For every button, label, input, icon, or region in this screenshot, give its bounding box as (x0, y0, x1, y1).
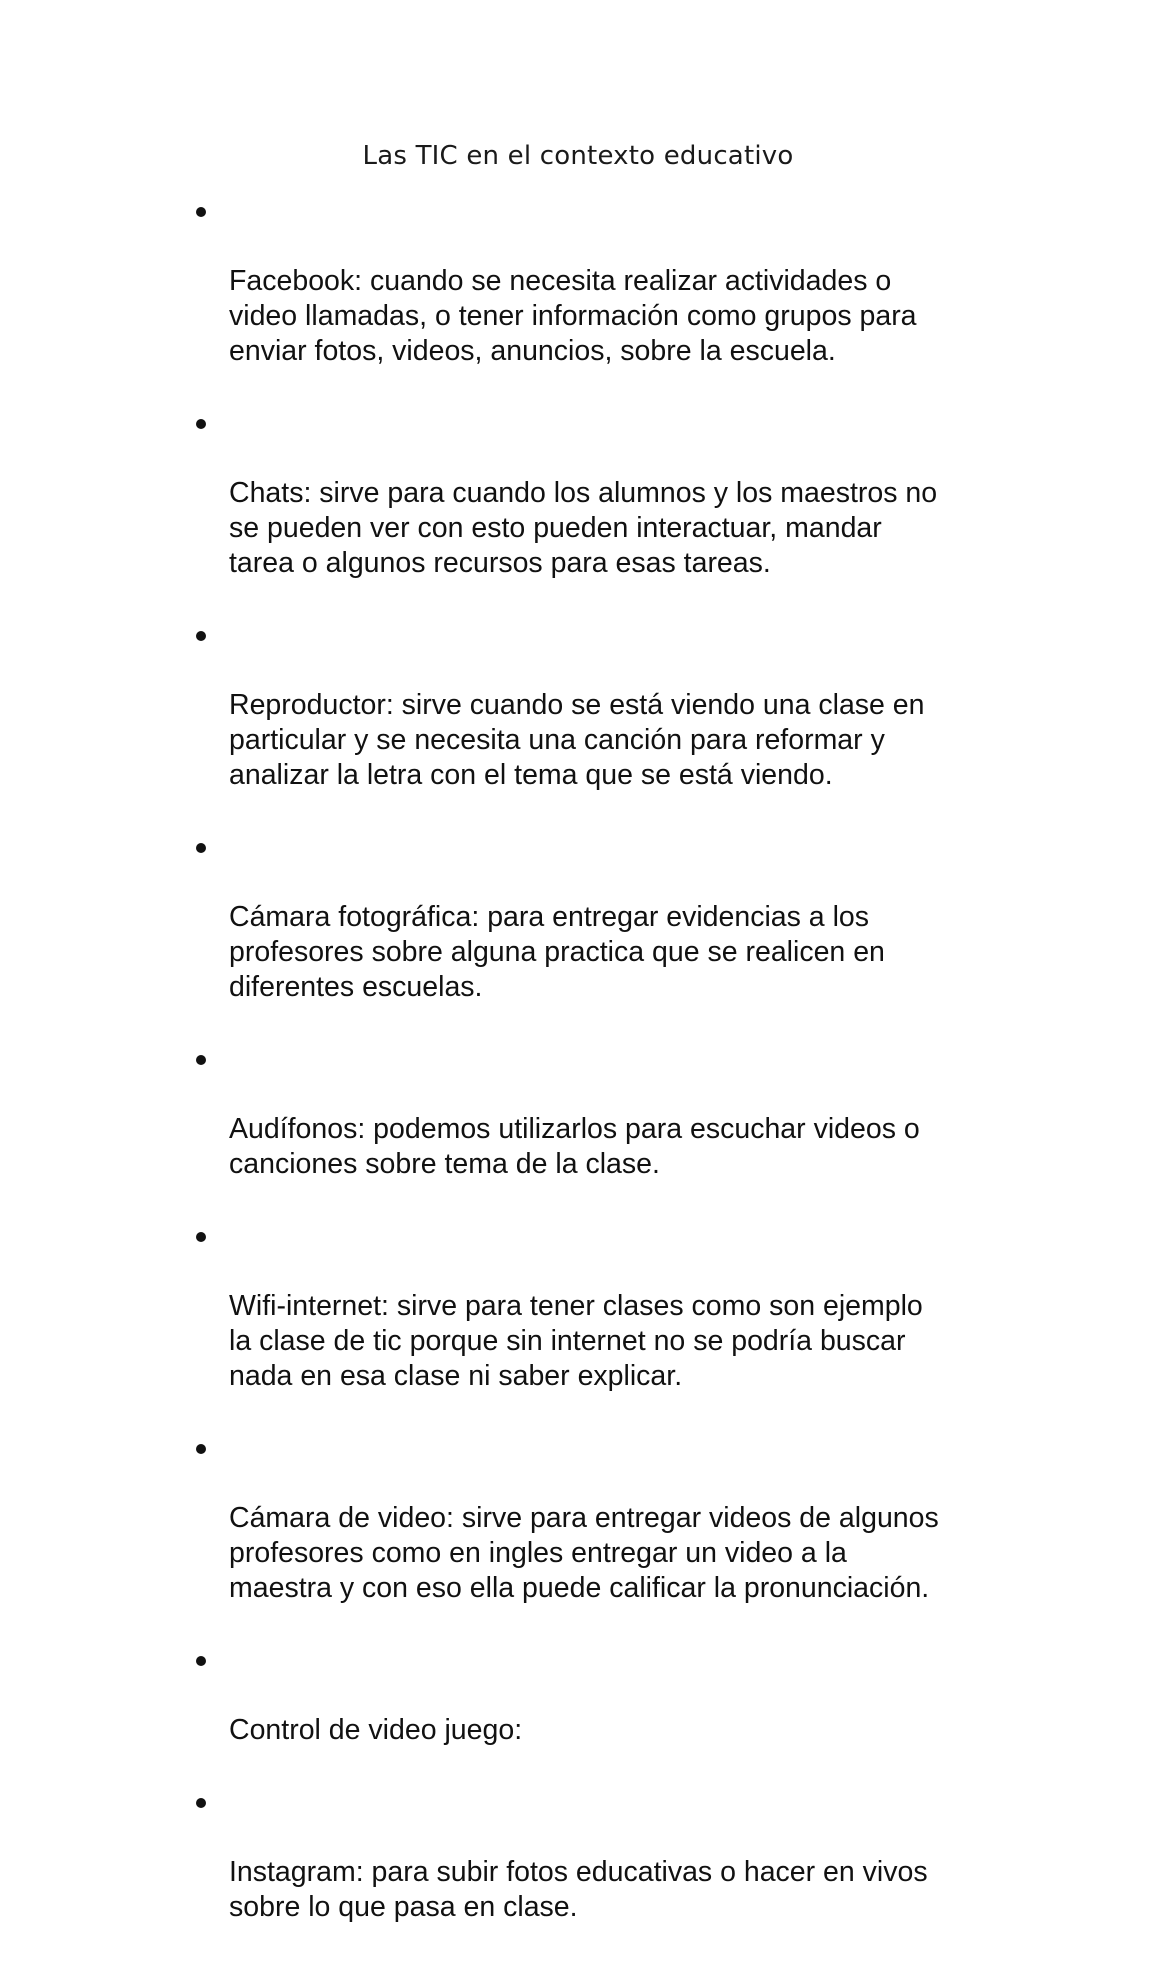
list-item-text: Facebook: cuando se necesita realizar actividades o video llamadas, o tener información como grupos para enviar fotos, videos, anuncios, sobre la escuela. (229, 265, 917, 367)
list-item-text: Cámara fotográfica: para entregar evidencias a los profesores sobre alguna practica que se realicen en diferentes escuelas. (229, 901, 885, 1003)
bullet-list (229, 194, 999, 1962)
bullet-icon (196, 631, 206, 641)
bullet-icon (196, 1656, 206, 1666)
list-item (229, 194, 999, 369)
list-item (229, 1219, 999, 1394)
list-item-text: Chats: sirve para cuando los alumnos y los maestros no se pueden ver con esto pueden interactuar, mandar tarea o algunos recursos para esas tareas. (229, 477, 938, 579)
list-item-text: Instagram: para subir fotos educativas o hacer en vivos sobre lo que pasa en clase. (229, 1856, 928, 1923)
list-item (229, 618, 999, 793)
list-item (229, 1042, 999, 1182)
bullet-icon (196, 1444, 206, 1454)
list-item (229, 830, 999, 1005)
list-item-text: Cámara de video: sirve para entregar videos de algunos profesores como en ingles entregar un video a la maestra y con eso ella puede calificar la pronunciación. (229, 1502, 939, 1604)
bullet-icon (196, 419, 206, 429)
list-item-text: Audífonos: podemos utilizarlos para escuchar videos o canciones sobre tema de la clase. (229, 1113, 920, 1180)
list-item-text: Control de video juego: (229, 1714, 523, 1746)
list-item (229, 1431, 999, 1606)
list-item (229, 1643, 999, 1748)
list-item (229, 406, 999, 581)
bullet-icon (196, 1232, 206, 1242)
list-item (229, 1785, 999, 1925)
bullet-icon (196, 1055, 206, 1065)
list-item-text: Wifi-internet: sirve para tener clases como son ejemplo la clase de tic porque sin internet no se podría buscar nada en esa clase ni saber explicar. (229, 1290, 923, 1392)
bullet-icon (196, 207, 206, 217)
list-item-text: Reproductor: sirve cuando se está viendo una clase en particular y se necesita una canción para reformar y analizar la letra con el tema que se está viendo. (229, 689, 925, 791)
document-title: Las TIC en el contexto educativo (362, 141, 794, 171)
bullet-icon (196, 843, 206, 853)
bullet-icon (196, 1798, 206, 1808)
